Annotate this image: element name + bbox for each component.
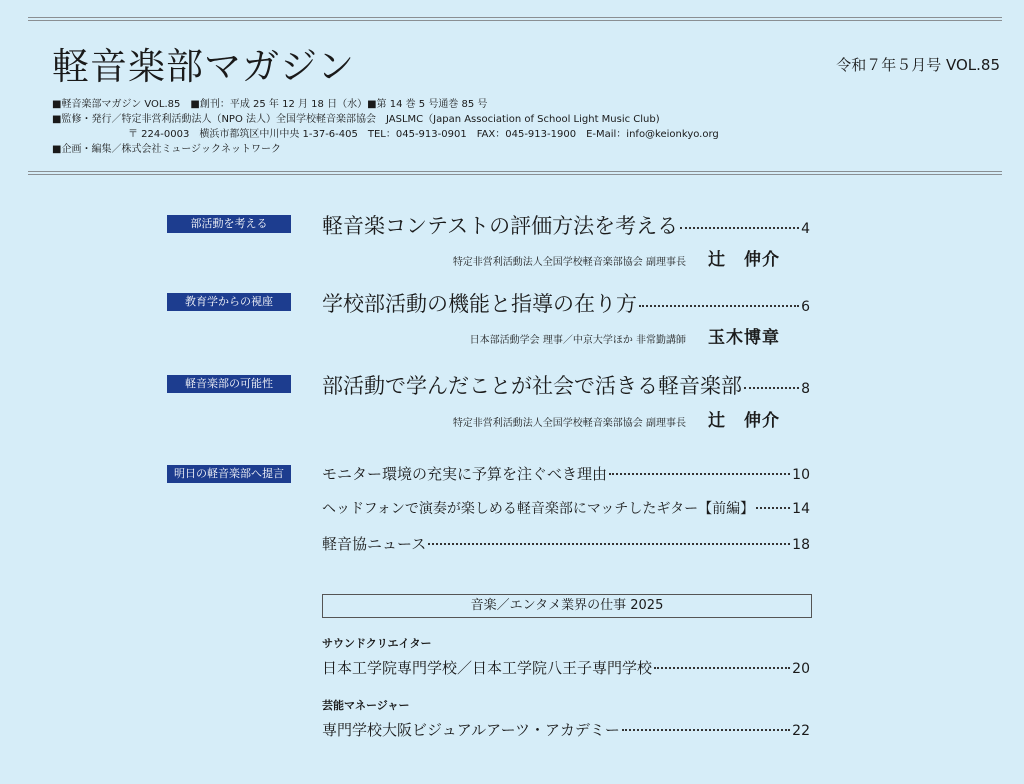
section-rule [28, 171, 1002, 175]
author-line [453, 406, 780, 431]
leader-dots [428, 543, 790, 545]
magazine-title: 軽音楽部マガジン [52, 45, 356, 88]
leader-dots [654, 667, 790, 669]
colophon-address: 〒 224-0003 横浜市都筑区中川中央 1-37-6-405 TEL：045-913-0901 FAX：045-913-1900 E-Mail：info@keionkyo.org [128, 129, 719, 140]
author-line [453, 245, 780, 270]
toc-entry-title: 部活動で学んだことが社会で活きる軽音楽部 [322, 374, 742, 398]
job-category-label: サウンドクリエイター [322, 637, 432, 650]
category-badge: 明日の軽音楽部へ提言 [167, 465, 291, 483]
leader-dots [622, 729, 790, 731]
leader-dots [680, 227, 799, 229]
toc-entry[interactable] [322, 463, 810, 484]
toc-entry-page: 14 [792, 501, 810, 517]
leader-dots [744, 387, 799, 389]
leader-dots [609, 473, 790, 475]
toc-entry[interactable] [322, 657, 810, 678]
toc-entry-page: 10 [792, 467, 810, 483]
leader-dots [639, 305, 799, 307]
toc-entry-page: 8 [801, 381, 810, 397]
author-name: 玉木博章 [708, 328, 780, 348]
toc-entry[interactable] [322, 288, 810, 318]
author-affiliation: 特定非営利活動法人全国学校軽音楽部協会 副理事長 [452, 418, 686, 429]
toc-entry[interactable] [322, 533, 810, 554]
colophon-line-2: ■監修・発行／特定非営利活動法人（NPO 法人）全国学校軽音楽部協会 JASLMC（Japan Association of School Light Music Club) [52, 114, 660, 125]
toc-entry-title: 学校部活動の機能と指導の在り方 [322, 292, 637, 316]
author-name: 辻 伸介 [708, 411, 780, 431]
colophon-line-1: ■軽音楽部マガジン VOL.85 ■創刊：平成 25 年 12 月 18 日（水）■第 14 巻 5 号通巻 85 号 [52, 99, 488, 110]
top-rule [28, 17, 1002, 21]
author-name: 辻 伸介 [708, 250, 780, 270]
category-badge: 部活動を考える [167, 215, 291, 233]
toc-entry[interactable] [322, 370, 810, 400]
toc-entry-title: ヘッドフォンで演奏が楽しめる軽音楽部にマッチしたギター【前編】 [322, 501, 755, 517]
author-affiliation: 特定非営利活動法人全国学校軽音楽部協会 副理事長 [452, 257, 686, 268]
category-badge: 軽音楽部の可能性 [167, 375, 291, 393]
toc-entry-title: 軽音楽コンテストの評価方法を考える [322, 214, 679, 238]
toc-entry-title: 日本工学院専門学校／日本工学院八王子専門学校 [322, 659, 653, 677]
toc-entry-page: 22 [792, 723, 810, 739]
toc-entry-page: 18 [792, 537, 810, 553]
leader-dots [756, 507, 790, 509]
toc-entry-page: 20 [792, 661, 810, 677]
toc-entry-title: 軽音協ニュース [322, 535, 427, 553]
author-line [470, 323, 780, 348]
toc-entry[interactable] [322, 210, 810, 240]
colophon-line-4: ■企画・編集／株式会社ミュージックネットワーク [52, 144, 281, 155]
toc-entry-page: 6 [801, 299, 810, 315]
toc-entry[interactable] [322, 719, 810, 740]
toc-entry-title: モニター環境の充実に予算を注ぐべき理由 [322, 465, 608, 483]
toc-entry-title: 専門学校大阪ビジュアルアーツ・アカデミー [322, 721, 620, 739]
toc-entry[interactable] [322, 498, 810, 518]
issue-info: 令和７年５月号 VOL.85 [836, 56, 1000, 74]
industry-heading-box: 音楽／エンタメ業界の仕事 2025 [322, 594, 812, 618]
author-affiliation: 日本部活動学会 理事／中京大学ほか 非常勤講師 [469, 335, 686, 346]
job-category-label: 芸能マネージャー [322, 699, 410, 712]
category-badge: 教育学からの視座 [167, 293, 291, 311]
toc-entry-page: 4 [801, 221, 810, 237]
